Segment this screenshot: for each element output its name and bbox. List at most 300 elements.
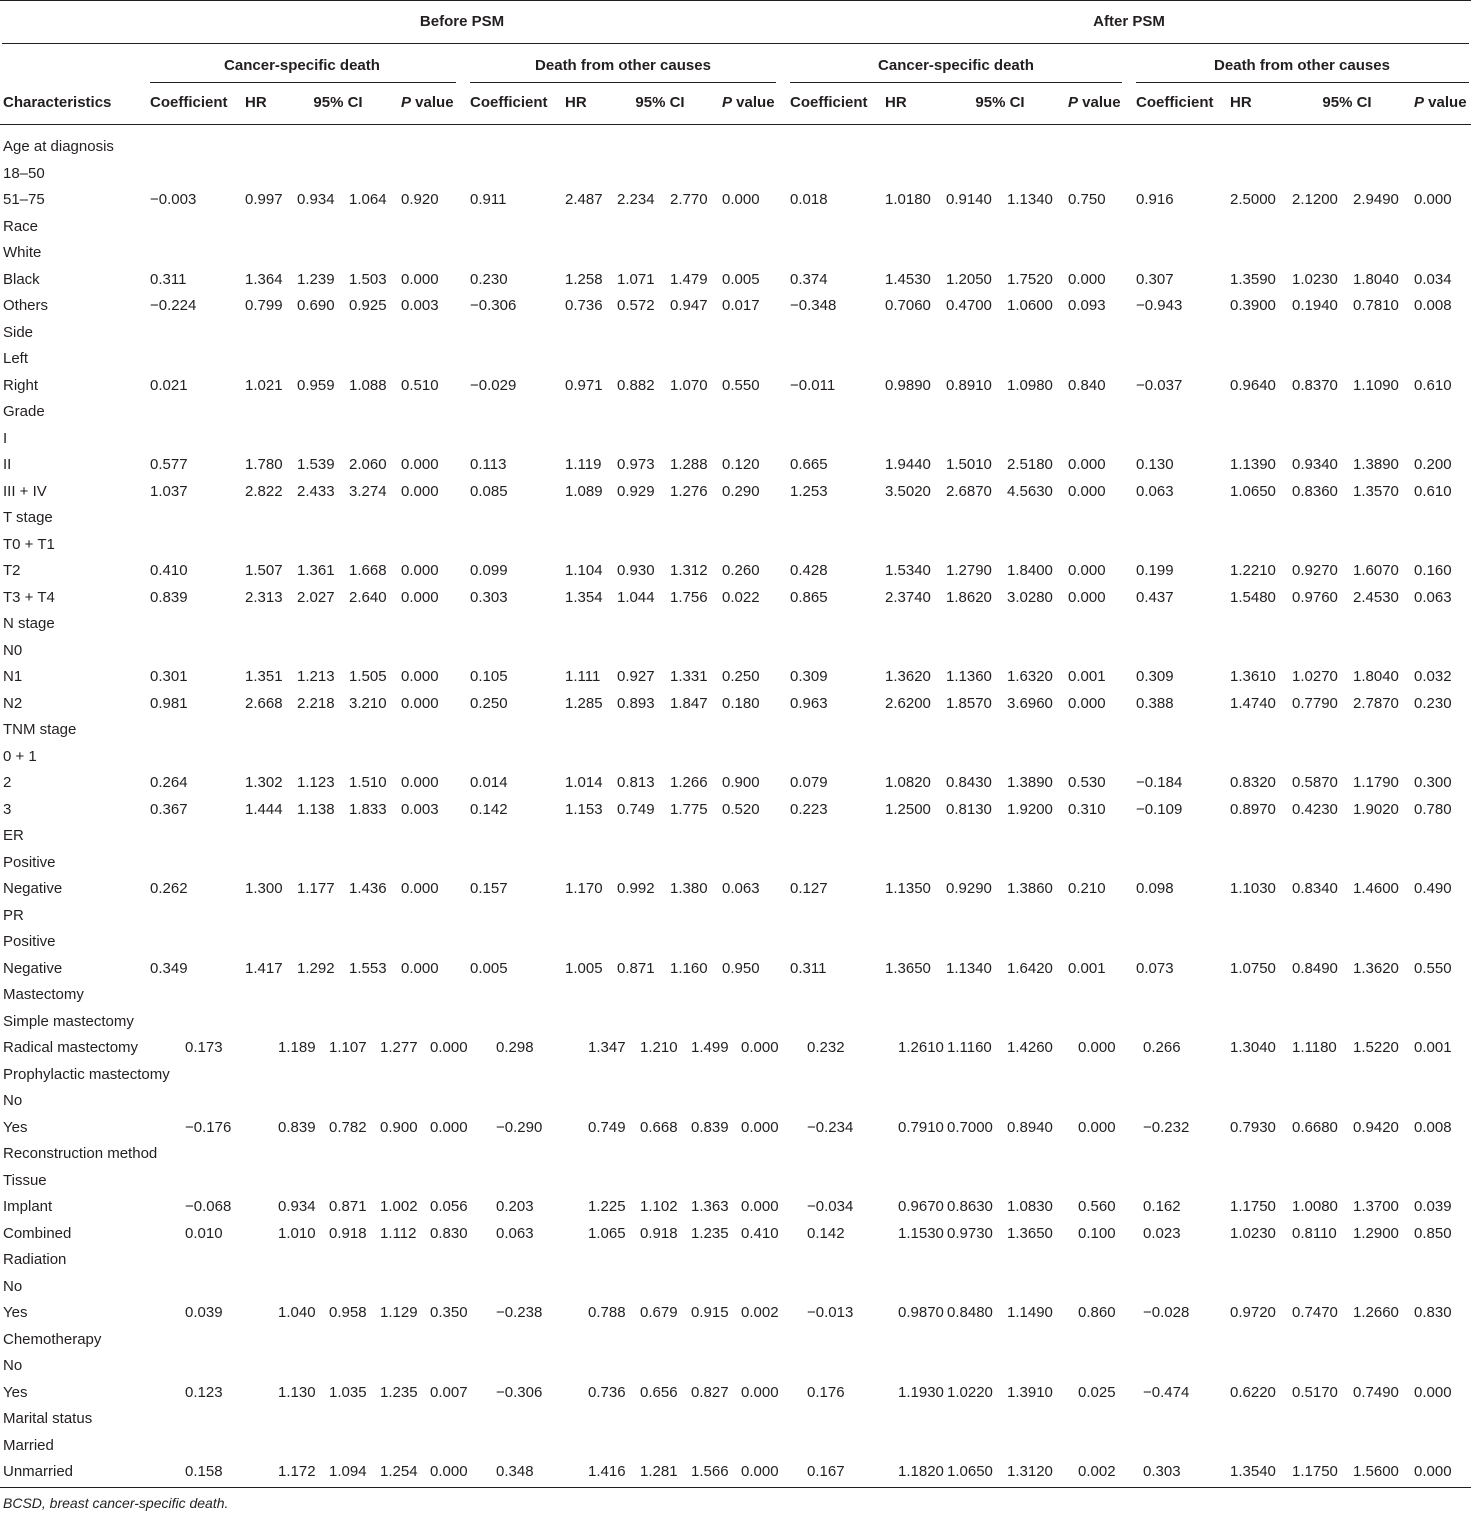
table-cell: 3.274: [349, 483, 387, 500]
table-cell: 0.034: [1414, 271, 1452, 288]
table-cell: 1.111: [565, 668, 601, 685]
table-cell: 3.210: [349, 695, 387, 712]
row-category-label: TNM stage: [3, 721, 77, 738]
table-cell: 0.085: [470, 483, 508, 500]
table-cell: 1.172: [278, 1463, 316, 1480]
table-cell: 0.025: [1078, 1384, 1116, 1401]
table-cell: 1.0220: [947, 1384, 993, 1401]
row-label: N2: [3, 695, 23, 712]
table-cell: 0.142: [807, 1225, 845, 1242]
table-cell: 0.173: [185, 1039, 223, 1056]
table-cell: 0.736: [565, 297, 603, 314]
subgroup-header: Death from other causes: [1214, 57, 1390, 74]
row-category-label: Race: [3, 218, 39, 235]
table-cell: 0.827: [691, 1384, 729, 1401]
table-cell: 0.301: [150, 668, 188, 685]
table-cell: −0.348: [790, 297, 837, 314]
table-cell: 1.6070: [1353, 562, 1399, 579]
row-category-label: PR: [3, 907, 24, 924]
table-cell: 0.311: [790, 960, 827, 977]
table-cell: 0.788: [588, 1304, 626, 1321]
table-cell: 0.8940: [1007, 1119, 1053, 1136]
row-category-label: Positive: [3, 933, 56, 950]
table-cell: 1.364: [245, 271, 283, 288]
table-cell: 1.235: [380, 1384, 418, 1401]
table-cell: 0.7910: [898, 1119, 944, 1136]
table-cell: 0.8490: [1292, 960, 1338, 977]
table-cell: −0.109: [1136, 801, 1183, 818]
table-cell: 0.5870: [1292, 774, 1338, 791]
table-cell: 0.032: [1414, 668, 1452, 685]
table-cell: 0.000: [741, 1039, 779, 1056]
table-cell: 0.002: [741, 1304, 779, 1321]
col-header-hr: HR: [1230, 94, 1252, 111]
table-cell: 0.200: [1414, 456, 1452, 473]
table-cell: 1.9020: [1353, 801, 1399, 818]
table-cell: 0.000: [401, 483, 439, 500]
table-cell: 1.3700: [1353, 1198, 1399, 1215]
table-cell: 1.5480: [1230, 589, 1276, 606]
table-cell: 0.309: [790, 668, 828, 685]
footnote: BCSD, breast cancer-specific death.: [3, 1495, 229, 1511]
table-cell: 0.9720: [1230, 1304, 1276, 1321]
row-category-label: T0 + T1: [3, 536, 55, 553]
table-cell: 0.9870: [898, 1304, 944, 1321]
table-cell: 0.780: [1414, 801, 1452, 818]
table-cell: 0.374: [790, 271, 828, 288]
table-cell: 1.6420: [1007, 960, 1053, 977]
table-cell: 0.520: [722, 801, 760, 818]
row-category-label: White: [3, 244, 42, 261]
table-cell: 1.258: [565, 271, 603, 288]
table-cell: −0.011: [790, 377, 836, 394]
table-cell: 1.5600: [1353, 1463, 1399, 1480]
table-cell: 0.963: [790, 695, 828, 712]
table-cell: 0.073: [1136, 960, 1174, 977]
table-cell: 1.112: [380, 1225, 417, 1242]
table-cell: 1.0820: [885, 774, 931, 791]
table-cell: 0.000: [401, 880, 439, 897]
table-cell: 2.6870: [946, 483, 992, 500]
table-cell: 1.331: [670, 668, 708, 685]
table-cell: 0.577: [150, 456, 188, 473]
table-cell: 1.0830: [1007, 1198, 1053, 1215]
table-cell: 0.930: [617, 562, 655, 579]
table-cell: 3.0280: [1007, 589, 1053, 606]
row-category-label: 18–50: [3, 165, 45, 182]
row-label: Black: [3, 271, 40, 288]
table-cell: 1.1750: [1230, 1198, 1276, 1215]
table-cell: 0.7470: [1292, 1304, 1338, 1321]
row-label: III + IV: [3, 483, 47, 500]
table-cell: 4.5630: [1007, 483, 1053, 500]
table-cell: 0.871: [329, 1198, 367, 1215]
table-cell: 0.550: [722, 377, 760, 394]
table-cell: 1.2660: [1353, 1304, 1399, 1321]
table-cell: 1.1340: [1007, 191, 1053, 208]
table-cell: 0.6680: [1292, 1119, 1338, 1136]
table-cell: 0.950: [722, 960, 760, 977]
table-cell: 1.210: [640, 1039, 678, 1056]
table-cell: 0.8360: [1292, 483, 1338, 500]
table-cell: 1.005: [565, 960, 603, 977]
table-cell: 0.7810: [1353, 297, 1399, 314]
table-cell: 1.119: [565, 456, 602, 473]
table-cell: 1.479: [670, 271, 708, 288]
table-cell: 0.093: [1068, 297, 1106, 314]
table-cell: 1.002: [380, 1198, 418, 1215]
table-cell: 0.000: [1068, 589, 1106, 606]
row-category-label: N0: [3, 642, 23, 659]
table-cell: 1.3910: [1007, 1384, 1053, 1401]
table-cell: 1.0650: [1230, 483, 1276, 500]
table-cell: 2.1200: [1292, 191, 1338, 208]
table-cell: 0.113: [470, 456, 507, 473]
table-cell: −0.068: [185, 1198, 232, 1215]
row-category-label: Positive: [3, 854, 56, 871]
table-cell: 1.010: [278, 1225, 316, 1242]
table-cell: 0.000: [1068, 271, 1106, 288]
table-cell: 0.973: [617, 456, 655, 473]
row-label: Unmarried: [3, 1463, 74, 1480]
table-cell: 1.7520: [1007, 271, 1053, 288]
table-cell: 1.566: [691, 1463, 729, 1480]
col-header-characteristics: Characteristics: [3, 94, 112, 111]
table-cell: 1.213: [297, 668, 335, 685]
table-cell: 0.022: [722, 589, 760, 606]
table-cell: 0.120: [722, 456, 760, 473]
table-cell: 0.017: [722, 297, 760, 314]
table-cell: 1.505: [349, 668, 387, 685]
table-cell: 1.0980: [1007, 377, 1053, 394]
col-header-95ci: 95% CI: [635, 94, 685, 111]
table-cell: 0.348: [496, 1463, 534, 1480]
table-cell: 0.9420: [1353, 1119, 1399, 1136]
col-header-p-value: P value: [722, 94, 775, 111]
row-category-label: Reconstruction method: [3, 1145, 158, 1162]
table-cell: 0.000: [401, 589, 439, 606]
table-cell: 0.105: [470, 668, 508, 685]
table-cell: 1.9200: [1007, 801, 1053, 818]
table-cell: 1.668: [349, 562, 387, 579]
table-cell: 1.3650: [1007, 1225, 1053, 1242]
table-cell: 0.023: [1143, 1225, 1181, 1242]
table-cell: 1.0750: [1230, 960, 1276, 977]
table-cell: 1.0080: [1292, 1198, 1338, 1215]
table-cell: 0.915: [691, 1304, 729, 1321]
table-cell: 2.668: [245, 695, 283, 712]
table-cell: 1.288: [670, 456, 708, 473]
row-label: Radical mastectomy: [3, 1039, 139, 1056]
table-cell: 1.2050: [946, 271, 992, 288]
table-cell: 0.850: [1414, 1225, 1452, 1242]
table-cell: 0.900: [722, 774, 760, 791]
table-cell: 1.1160: [947, 1039, 992, 1056]
table-cell: 2.218: [297, 695, 335, 712]
row-label: Right: [3, 377, 39, 394]
table-cell: 0.157: [470, 880, 508, 897]
table-cell: 2.234: [617, 191, 655, 208]
table-cell: 1.177: [297, 880, 335, 897]
table-cell: 1.129: [380, 1304, 418, 1321]
table-cell: 0.839: [691, 1119, 729, 1136]
table-cell: 0.063: [722, 880, 760, 897]
table-cell: 0.992: [617, 880, 655, 897]
table-cell: −0.003: [150, 191, 197, 208]
table-cell: 0.000: [1078, 1039, 1116, 1056]
table-cell: 1.235: [691, 1225, 729, 1242]
table-cell: 0.180: [722, 695, 760, 712]
table-cell: 2.770: [670, 191, 708, 208]
table-cell: 1.5220: [1353, 1039, 1399, 1056]
table-cell: 0.303: [1143, 1463, 1181, 1480]
table-cell: 0.918: [329, 1225, 367, 1242]
table-cell: 0.290: [722, 483, 760, 500]
table-cell: 1.094: [329, 1463, 367, 1480]
table-cell: 1.088: [349, 377, 387, 394]
table-cell: 1.4260: [1007, 1039, 1053, 1056]
table-cell: 0.9890: [885, 377, 931, 394]
row-category-label: Left: [3, 350, 29, 367]
table-cell: −0.306: [496, 1384, 543, 1401]
table-cell: 1.138: [297, 801, 335, 818]
table-cell: 0.610: [1414, 377, 1452, 394]
table-cell: 0.9340: [1292, 456, 1338, 473]
table-cell: 0.490: [1414, 880, 1452, 897]
table-cell: 0.1940: [1292, 297, 1338, 314]
table-cell: 0.160: [1414, 562, 1452, 579]
table-cell: 1.071: [617, 271, 655, 288]
row-label: Yes: [3, 1304, 28, 1321]
table-cell: 1.8400: [1007, 562, 1053, 579]
row-category-label: Radiation: [3, 1251, 67, 1268]
table-cell: 1.021: [245, 377, 283, 394]
table-cell: 1.1930: [898, 1384, 944, 1401]
table-cell: 0.830: [430, 1225, 468, 1242]
table-cell: 0.428: [790, 562, 828, 579]
table-cell: 0.610: [1414, 483, 1452, 500]
table-cell: 1.4600: [1353, 880, 1399, 897]
row-label: Negative: [3, 880, 63, 897]
table-cell: 0.300: [1414, 774, 1452, 791]
table-cell: 0.900: [380, 1119, 418, 1136]
table-cell: 0.839: [150, 589, 188, 606]
table-cell: 0.000: [1068, 562, 1106, 579]
table-cell: 1.1390: [1230, 456, 1276, 473]
table-cell: 0.266: [1143, 1039, 1181, 1056]
table-cell: 1.1090: [1353, 377, 1399, 394]
col-header-hr: HR: [245, 94, 267, 111]
table-cell: 1.277: [380, 1039, 418, 1056]
col-header-95ci: 95% CI: [1322, 94, 1372, 111]
table-cell: 0.000: [401, 668, 439, 685]
table-cell: 1.507: [245, 562, 283, 579]
row-category-label: No: [3, 1357, 23, 1374]
table-cell: −0.224: [150, 297, 197, 314]
table-cell: 0.005: [470, 960, 508, 977]
col-header-p-value: P value: [401, 94, 454, 111]
table-cell: 1.123: [297, 774, 335, 791]
table-cell: 1.300: [245, 880, 283, 897]
table-cell: 0.782: [329, 1119, 367, 1136]
row-category-label: N stage: [3, 615, 55, 632]
table-cell: 0.000: [1068, 695, 1106, 712]
table-cell: 0.001: [1068, 960, 1106, 977]
table-cell: 1.3620: [885, 668, 931, 685]
table-cell: 1.847: [670, 695, 708, 712]
table-cell: 2.6200: [885, 695, 931, 712]
table-cell: −0.943: [1136, 297, 1183, 314]
table-cell: 0.893: [617, 695, 655, 712]
row-category-label: Age at diagnosis: [3, 138, 114, 155]
table-cell: 0.934: [278, 1198, 316, 1215]
table-cell: 0.947: [670, 297, 708, 314]
table-cell: 1.130: [278, 1384, 316, 1401]
table-cell: 1.302: [245, 774, 283, 791]
table-cell: 1.1340: [946, 960, 992, 977]
table-cell: 0.176: [807, 1384, 845, 1401]
table-cell: 1.0230: [1230, 1225, 1276, 1242]
table-cell: −0.290: [496, 1119, 543, 1136]
row-category-label: I: [3, 430, 8, 447]
table-cell: −0.474: [1143, 1384, 1190, 1401]
col-header-95ci: 95% CI: [313, 94, 363, 111]
table-cell: 1.503: [349, 271, 387, 288]
table-cell: 0.123: [185, 1384, 223, 1401]
table-cell: 1.5010: [946, 456, 992, 473]
table-cell: 1.9440: [885, 456, 931, 473]
table-cell: 0.303: [470, 589, 508, 606]
table-cell: 0.000: [401, 456, 439, 473]
row-label: Yes: [3, 1119, 28, 1136]
col-header-coefficient: Coefficient: [1136, 94, 1214, 111]
table-cell: 0.9730: [947, 1225, 993, 1242]
table-cell: 0.000: [741, 1384, 779, 1401]
table-cell: 0.298: [496, 1039, 534, 1056]
row-label: N1: [3, 668, 23, 685]
table-cell: 0.410: [741, 1225, 779, 1242]
table-cell: 0.665: [790, 456, 828, 473]
table-cell: 0.971: [565, 377, 603, 394]
table-cell: 1.3610: [1230, 668, 1276, 685]
table-cell: 0.230: [1414, 695, 1452, 712]
table-cell: 0.230: [470, 271, 508, 288]
table-cell: 0.839: [278, 1119, 316, 1136]
table-cell: 0.000: [722, 191, 760, 208]
table-cell: 0.203: [496, 1198, 534, 1215]
table-cell: 2.4530: [1353, 589, 1399, 606]
table-cell: 0.388: [1136, 695, 1174, 712]
table-cell: 0.000: [401, 271, 439, 288]
table-cell: 0.916: [1136, 191, 1174, 208]
table-cell: 1.4530: [885, 271, 931, 288]
row-category-label: 0 + 1: [3, 748, 37, 765]
table-cell: 0.530: [1068, 774, 1106, 791]
table-cell: 0.437: [1136, 589, 1174, 606]
table-cell: 0.100: [1078, 1225, 1116, 1242]
table-cell: 0.056: [430, 1198, 468, 1215]
table-cell: 0.232: [807, 1039, 845, 1056]
table-cell: 1.2210: [1230, 562, 1276, 579]
table-cell: 1.539: [297, 456, 335, 473]
group-header-after-psm: After PSM: [1093, 13, 1165, 30]
table-cell: −0.234: [807, 1119, 854, 1136]
table-cell: 1.0600: [1007, 297, 1053, 314]
table-cell: 0.000: [741, 1463, 779, 1480]
table-cell: 1.065: [588, 1225, 626, 1242]
table-cell: 0.865: [790, 589, 828, 606]
table-cell: 0.860: [1078, 1304, 1116, 1321]
row-category-label: ER: [3, 827, 24, 844]
group-header-before-psm: Before PSM: [419, 13, 505, 30]
table-cell: 1.102: [640, 1198, 678, 1215]
row-category-label: Simple mastectomy: [3, 1013, 134, 1030]
table-cell: 0.162: [1143, 1198, 1181, 1215]
table-cell: 0.8630: [947, 1198, 993, 1215]
table-cell: 1.312: [670, 562, 708, 579]
group-rule: [2, 43, 1469, 44]
table-cell: 0.920: [401, 191, 439, 208]
table-cell: 3.5020: [885, 483, 931, 500]
table-cell: 0.8130: [946, 801, 992, 818]
subgroup-header: Cancer-specific death: [224, 57, 380, 74]
table-cell: 1.153: [565, 801, 603, 818]
row-label: 2: [3, 774, 12, 791]
table-cell: 2.060: [349, 456, 387, 473]
table-cell: 0.000: [1414, 1384, 1452, 1401]
table-cell: 0.000: [1414, 191, 1452, 208]
row-category-label: No: [3, 1092, 23, 1109]
table-cell: 0.7790: [1292, 695, 1338, 712]
table-cell: 1.3040: [1230, 1039, 1276, 1056]
table-cell: 1.363: [691, 1198, 729, 1215]
table-cell: 0.8970: [1230, 801, 1276, 818]
table-cell: 0.000: [401, 960, 439, 977]
table-cell: 1.285: [565, 695, 603, 712]
table-cell: 0.750: [1068, 191, 1106, 208]
table-cell: 0.063: [1414, 589, 1452, 606]
table-cell: 0.307: [1136, 271, 1174, 288]
table-cell: 1.3620: [1353, 960, 1399, 977]
table-cell: 0.911: [470, 191, 507, 208]
table-cell: 0.008: [1414, 297, 1452, 314]
table-cell: 1.1350: [885, 880, 931, 897]
table-cell: 0.8370: [1292, 377, 1338, 394]
table-cell: 0.250: [722, 668, 760, 685]
table-cell: 0.4230: [1292, 801, 1338, 818]
table-cell: 0.350: [430, 1304, 468, 1321]
row-category-label: Grade: [3, 403, 45, 420]
table-cell: 0.199: [1136, 562, 1174, 579]
table-cell: 2.487: [565, 191, 603, 208]
table-cell: 0.007: [430, 1384, 468, 1401]
table-cell: 1.775: [670, 801, 708, 818]
table-cell: 1.035: [329, 1384, 367, 1401]
table-cell: 0.021: [150, 377, 188, 394]
row-label: Others: [3, 297, 49, 314]
table-cell: 1.354: [565, 589, 603, 606]
table-cell: 0.8430: [946, 774, 992, 791]
table-cell: 1.0180: [885, 191, 931, 208]
table-cell: 1.089: [565, 483, 603, 500]
table-cell: 2.640: [349, 589, 387, 606]
table-cell: 1.347: [588, 1039, 626, 1056]
table-cell: 0.934: [297, 191, 335, 208]
table-cell: 1.266: [670, 774, 708, 791]
table-cell: 0.018: [790, 191, 828, 208]
table-cell: 2.5000: [1230, 191, 1276, 208]
table-cell: 0.000: [430, 1119, 468, 1136]
